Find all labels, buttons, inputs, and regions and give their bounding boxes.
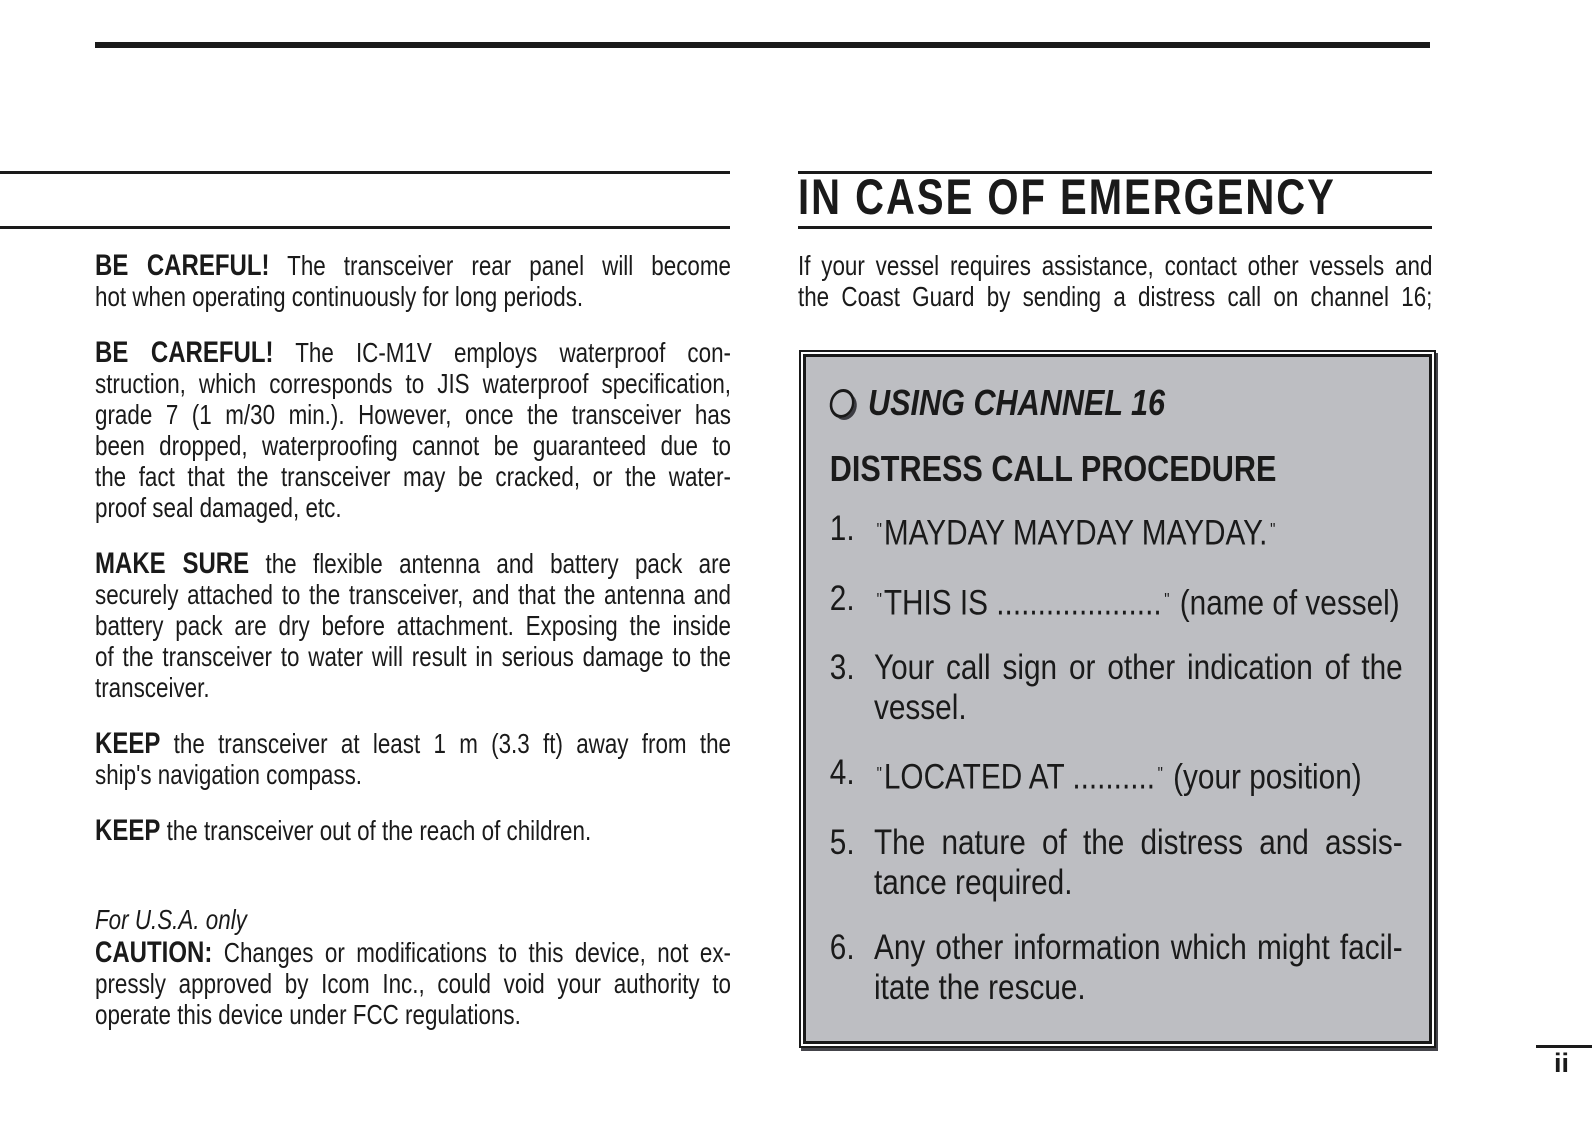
- shadowed-circle-icon: [829, 389, 856, 418]
- item-number: 6.: [829, 927, 855, 967]
- right-header-rule-bottom: [798, 226, 1432, 229]
- warning-paragraph: [95, 815, 731, 846]
- text-line: ship's navigation compass.: [95, 759, 362, 790]
- emergency-intro-paragraph: [798, 250, 1432, 312]
- text-line: Your call sign or other indication of the: [874, 648, 1403, 688]
- text-line: the fact that the transceiver may be cracked, or the water-: [95, 461, 731, 492]
- text-line: KEEP the transceiver at least 1 m (3.3 ft) away from the: [95, 727, 732, 760]
- quote-mark: ": [876, 588, 882, 609]
- quote-mark: ": [876, 763, 882, 784]
- text-line: grade 7 (1 m/30 min.). However, once the transceiver has: [95, 399, 731, 430]
- item-text: [874, 753, 1403, 798]
- text-line: struction, which corresponds to JIS waterproof specification,: [95, 368, 731, 399]
- text-line: itate the rescue.: [874, 967, 1086, 1007]
- distress-list: [830, 509, 1403, 1008]
- item-text: [874, 579, 1403, 624]
- distress-item: [830, 753, 1403, 798]
- quote-mark: ": [1270, 519, 1275, 539]
- quote-mark: ": [1164, 588, 1169, 609]
- distress-item: [830, 579, 1403, 624]
- left-header-rule-bottom: [0, 226, 730, 229]
- text-line: of the transceiver to water will result in serious damage to the: [95, 641, 731, 672]
- page-number: ii: [1554, 1048, 1570, 1078]
- warning-lead: BE CAREFUL!: [95, 249, 270, 282]
- text-line: pressly approved by Icom Inc., could void your authority to: [95, 968, 731, 999]
- text-line: If your vessel requires assistance, contact other vessels and: [798, 250, 1433, 281]
- text-line: the Coast Guard by sending a distress call on channel 16;: [798, 281, 1433, 312]
- text-line: battery pack are dry before attachment. Exposing the inside: [95, 610, 731, 641]
- warnings-column: [95, 250, 731, 1030]
- warning-lead: BE CAREFUL!: [95, 336, 274, 369]
- item-number: 2.: [829, 578, 855, 618]
- item-number: 1.: [829, 509, 855, 548]
- item-number: 4.: [829, 753, 855, 793]
- caution-paragraph: [95, 937, 731, 1030]
- text-line: securely attached to the transceiver, and that the antenna and: [95, 579, 731, 610]
- box-section-title: USING CHANNEL 16: [868, 382, 1166, 423]
- distress-item: [830, 823, 1403, 903]
- item-text: [874, 928, 1403, 1008]
- text-line: hot when operating continuously for long periods.: [95, 281, 584, 312]
- text-line: BE CAREFUL! The transceiver rear panel will become: [95, 249, 731, 282]
- warning-paragraph: [95, 250, 731, 312]
- text-line: "MAYDAY MAYDAY MAYDAY. ": [876, 513, 1275, 553]
- text-line: tance required.: [874, 862, 1073, 902]
- item-text: [874, 509, 1403, 554]
- left-header-rule-top: [0, 171, 730, 174]
- box-title-row: [830, 383, 1403, 423]
- warning-paragraph: [95, 337, 731, 523]
- text-line: CAUTION: Changes or modifications to this device, not ex-: [95, 936, 731, 969]
- text-line: The nature of the distress and assis-: [874, 822, 1403, 862]
- text-line: "THIS IS .................... " (name of vessel): [876, 583, 1400, 623]
- text-line: "LOCATED AT .......... " (your position): [876, 757, 1362, 797]
- quote-mark: ": [1157, 763, 1163, 784]
- usa-note: [95, 904, 731, 1030]
- warning-paragraph: [95, 548, 731, 703]
- warnings-list: [95, 250, 731, 846]
- item-number: 5.: [829, 822, 855, 862]
- distress-item: [830, 509, 1403, 554]
- text-line: operate this device under FCC regulations.: [95, 999, 521, 1030]
- top-divider: [95, 42, 1430, 48]
- warning-lead: KEEP: [95, 814, 161, 847]
- item-text: [874, 648, 1403, 728]
- warning-lead: KEEP: [95, 727, 161, 760]
- page-title: IN CASE OF EMERGENCY: [798, 169, 1336, 225]
- distress-item: [830, 648, 1403, 728]
- item-number: 3.: [829, 648, 855, 688]
- emergency-box-inner: [803, 354, 1432, 1044]
- warning-lead: MAKE SURE: [95, 547, 250, 580]
- distress-item: [830, 928, 1403, 1008]
- text-line: proof seal damaged, etc.: [95, 492, 342, 523]
- text-line: been dropped, waterproofing cannot be guaranteed due to: [95, 430, 731, 461]
- text-line: Any other information which might facil-: [874, 927, 1403, 967]
- emergency-box: [799, 350, 1436, 1048]
- text-line: transceiver.: [95, 672, 210, 703]
- text-line: MAKE SURE the flexible antenna and battery pack are: [95, 547, 732, 580]
- quote-mark: ": [876, 519, 882, 539]
- box-subtitle: DISTRESS CALL PROCEDURE: [829, 448, 1277, 489]
- item-text: [874, 823, 1403, 903]
- text-line: KEEP the transceiver out of the reach of children.: [95, 814, 592, 847]
- warning-paragraph: [95, 728, 731, 790]
- text-line: vessel.: [874, 688, 967, 728]
- usa-note-heading: For U.S.A. only: [95, 904, 247, 935]
- text-line: BE CAREFUL! The IC-M1V employs waterproof con-: [95, 336, 731, 369]
- warning-lead: CAUTION:: [95, 936, 213, 969]
